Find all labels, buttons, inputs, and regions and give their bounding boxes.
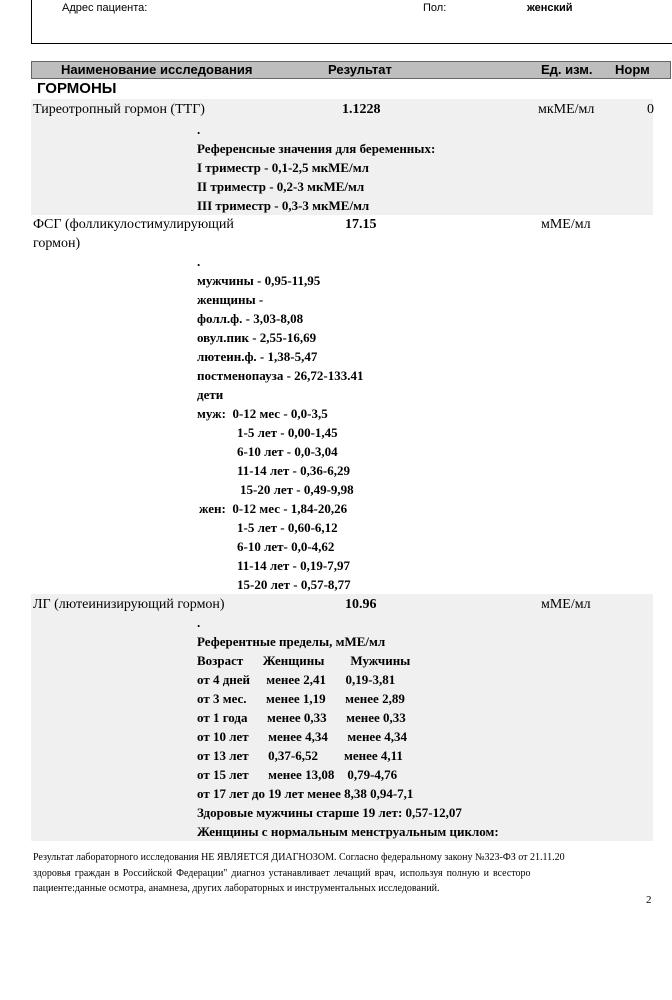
test-norm: 0 [647,102,654,117]
ref-line: от 13 лет 0,37-6,52 менее 4,11 [197,748,403,763]
disclaimer-line: здоровья граждан в Российской Федерации" диагноз устанавливает лечащий врач, используя полную и всесторо [33,868,531,879]
test-unit: мМЕ/мл [541,217,591,232]
ref-line: овул.пик - 2,55-16,69 [197,330,317,345]
ref-line: 11-14 лет - 0,19-7,97 [237,558,350,573]
ref-line: 6-10 лет- 0,0-4,62 [237,539,335,554]
test-name-cont: гормон) [33,236,81,251]
disclaimer-line: Результат лабораторного исследования НЕ ЯВЛЯЕТСЯ ДИАГНОЗОМ. Согласно федеральному закону №323-ФЗ от 21.11.20 [33,852,565,863]
ref-line: Здоровые мужчины старше 19 лет: 0,57-12,07 [197,805,462,820]
ref-line: 11-14 лет - 0,36-6,29 [237,463,350,478]
ref-line: . [197,254,201,269]
test-result: 1.1228 [342,102,381,117]
test-name: ФСГ (фолликулостимулирующий [33,217,234,232]
ref-line: Референтные пределы, мМЕ/мл [197,634,386,649]
test-result: 10.96 [345,597,377,612]
ref-line: 15-20 лет - 0,57-8,77 [237,577,351,592]
ref-line: I триместр - 0,1-2,5 мкМЕ/мл [197,160,369,175]
test-unit: мМЕ/мл [541,597,591,612]
ref-line: II триместр - 0,2-3 мкМЕ/мл [197,179,365,194]
test-unit: мкМЕ/мл [538,102,595,117]
col-unit-header: Ед. изм. [541,62,593,77]
ref-line: фолл.ф. - 3,03-8,08 [197,311,304,326]
section-title: ГОРМОНЫ [37,80,117,97]
ref-line: лютеин.ф. - 1,38-5,47 [197,349,318,364]
ref-line: . [197,615,201,630]
test-result: 17.15 [345,217,377,232]
sex-label: Пол: [423,2,447,14]
ref-line: от 1 года менее 0,33 менее 0,33 [197,710,406,725]
ref-line: 1-5 лет - 0,60-6,12 [237,520,338,535]
ref-line: женщины - [197,292,264,307]
ref-line: 6-10 лет - 0,0-3,04 [237,444,338,459]
sex-value: женский [527,2,573,14]
ref-line: . [197,122,201,137]
col-result-header: Результат [328,62,392,77]
ref-line: III триместр - 0,3-3 мкМЕ/мл [197,198,370,213]
ref-line: жен: 0-12 мес - 1,84-20,26 [199,501,348,516]
ref-line: Референсные значения для беременных: [197,141,436,156]
col-name-header: Наименование исследования [61,62,253,77]
ref-line: от 3 мес. менее 1,19 менее 2,89 [197,691,405,706]
ref-line: постменопауза - 26,72-133.41 [197,368,364,383]
page-number: 2 [646,894,652,906]
test-name: Тиреотропный гормон (ТТГ) [33,102,205,117]
ref-line: 15-20 лет - 0,49-9,98 [240,482,354,497]
ref-line: 1-5 лет - 0,00-1,45 [237,425,338,440]
ref-line: от 4 дней менее 2,41 0,19-3,81 [197,672,396,687]
col-norm-header: Норм [615,62,650,77]
ref-line: мужчины - 0,95-11,95 [197,273,321,288]
ref-line: Женщины с нормальным менструальным циклом: [197,824,499,839]
test-name: ЛГ (лютеинизирующий гормон) [33,597,225,612]
ref-line: от 10 лет менее 4,34 менее 4,34 [197,729,407,744]
disclaimer-line: пациенте:данные осмотра, анамнеза, других лабораторных и инструментальных исследований. [33,883,440,894]
ref-line: дети [197,387,224,402]
ref-line: Возраст Женщины Мужчины [197,653,411,668]
ref-line: от 15 лет менее 13,08 0,79-4,76 [197,767,398,782]
ref-line: от 17 лет до 19 лет менее 8,38 0,94-7,1 [197,786,414,801]
ref-line: муж: 0-12 мес - 0,0-3,5 [197,406,328,421]
address-label: Адрес пациента: [62,2,148,14]
